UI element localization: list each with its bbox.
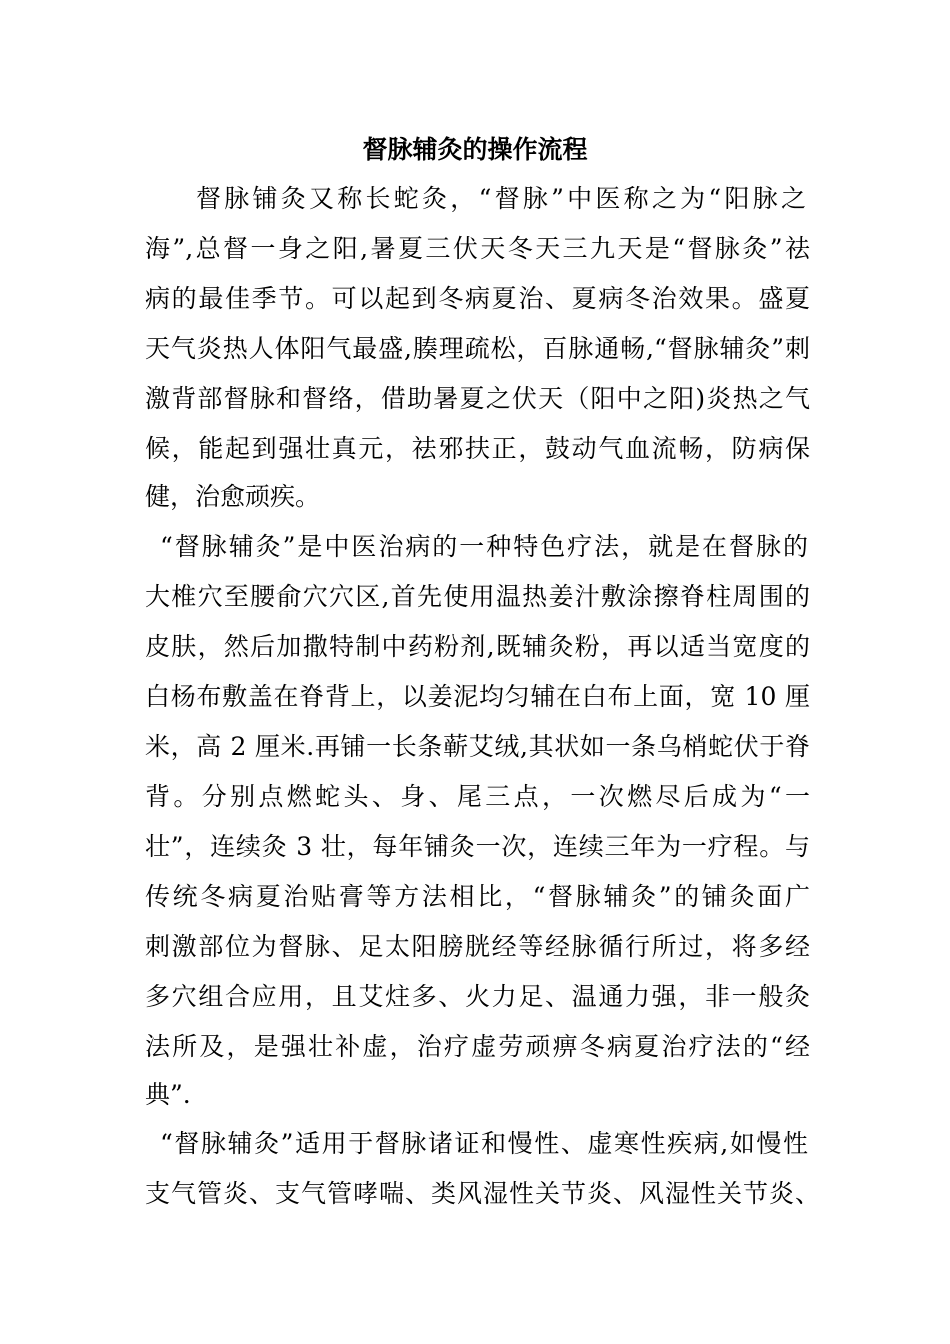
paragraph-2-line-7: 壮”，连续灸 3 壮，每年铺灸一次，连续三年为一疗程。与 [145, 832, 810, 861]
paragraph-3-line-1: “督脉辅灸”适用于督脉诸证和慢性、虚寒性疾病,如慢性 [160, 1129, 808, 1158]
paragraph-3-line-2: 支气管炎、支气管哮喘、类风湿性关节炎、风湿性关节炎、 [145, 1179, 820, 1208]
paragraph-1-line-6: 候，能起到强壮真元，祛邪扶正，鼓动气血流畅，防病保 [145, 434, 810, 463]
paragraph-2-line-9: 刺激部位为督脉、足太阳膀胱经等经脉循行所过，将多经 [145, 932, 810, 961]
paragraph-2-line-8: 传统冬病夏治贴膏等方法相比，“督脉辅灸”的铺灸面广 [145, 882, 810, 911]
paragraph-1-line-3: 病的最佳季节。可以起到冬病夏治、夏病冬治效果。盛夏 [145, 284, 810, 313]
paragraph-2-line-12: 典”. [145, 1080, 191, 1109]
paragraph-2-line-5: 米，高 2 厘米.再铺一长条蕲艾绒,其状如一条乌梢蛇伏于脊 [145, 732, 810, 761]
paragraph-1-line-4: 天气炎热人体阳气最盛,腠理疏松，百脉通畅,“督脉辅灸”刺 [145, 334, 810, 363]
paragraph-1-line-7: 健，治愈顽疾。 [145, 482, 321, 511]
paragraph-2-line-6: 背。分别点燃蛇头、身、尾三点，一次燃尽后成为“一 [145, 782, 810, 811]
paragraph-2-line-3: 皮肤，然后加撒特制中药粉剂,既辅灸粉，再以适当宽度的 [145, 632, 810, 661]
paragraph-1-line-2: 海”,总督一身之阳,暑夏三伏天冬天三九天是“督脉灸”祛 [145, 234, 810, 263]
paragraph-2-line-2: 大椎穴至腰俞穴穴区,首先使用温热姜汁敷涂擦脊柱周围的 [145, 582, 810, 611]
paragraph-2-line-1: “督脉辅灸”是中医治病的一种特色疗法，就是在督脉的 [160, 532, 808, 561]
paragraph-1-line-5: 激背部督脉和督络，借助暑夏之伏天（阳中之阳)炎热之气 [145, 384, 810, 413]
paragraph-2-line-4: 白杨布敷盖在脊背上，以姜泥均匀辅在白布上面，宽 10 厘 [145, 682, 810, 711]
page-title: 督脉辅灸的操作流程 [362, 135, 588, 164]
paragraph-1-line-1: 督脉铺灸又称长蛇灸，“督脉”中医称之为“阳脉之 [196, 184, 806, 213]
paragraph-2-line-10: 多穴组合应用，且艾炷多、火力足、温通力强，非一般灸 [145, 982, 810, 1011]
paragraph-2-line-11: 法所及，是强壮补虚，治疗虚劳顽痹冬病夏治疗法的“经 [145, 1032, 810, 1061]
